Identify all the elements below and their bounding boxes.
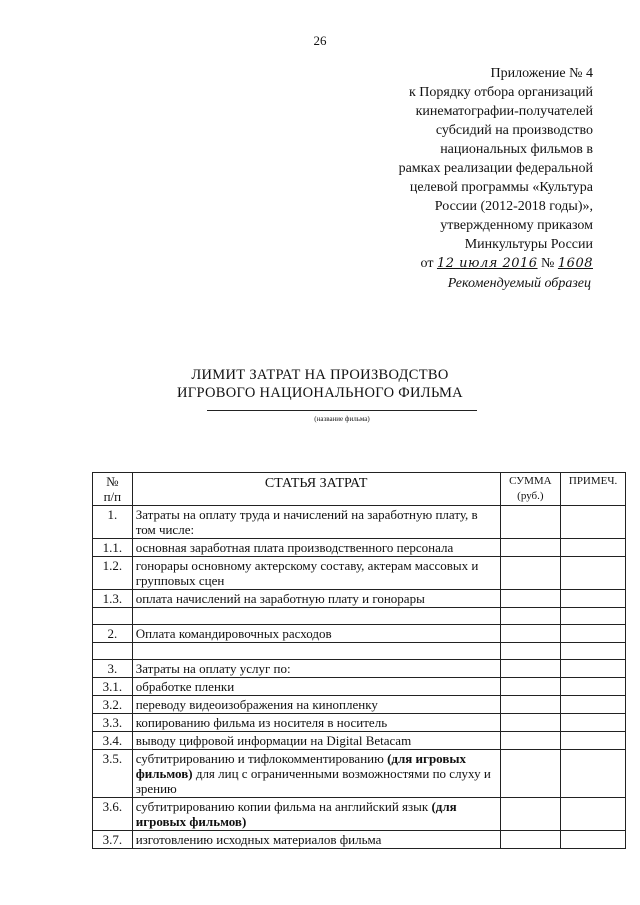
row-sum bbox=[500, 798, 561, 831]
appendix-line: утвержденному приказом bbox=[440, 218, 593, 233]
row-num: 1.1. bbox=[93, 539, 133, 557]
row-item: копированию фильма из носителя в носитель bbox=[132, 714, 500, 732]
row-item: Оплата командировочных расходов bbox=[132, 625, 500, 643]
row-note bbox=[561, 732, 626, 750]
order-date-row bbox=[333, 254, 593, 273]
row-note bbox=[561, 625, 626, 643]
appendix-line: Приложение № 4 bbox=[490, 66, 593, 81]
row-num: 3.4. bbox=[93, 732, 133, 750]
table-row bbox=[93, 506, 626, 539]
header-sum-line1: СУММА bbox=[509, 475, 552, 487]
row-note bbox=[561, 590, 626, 608]
row-note bbox=[561, 678, 626, 696]
row-note bbox=[561, 660, 626, 678]
row-sum bbox=[500, 750, 561, 798]
row-sum bbox=[500, 539, 561, 557]
header-num-line2: п/п bbox=[103, 489, 122, 504]
row-num: 3. bbox=[93, 660, 133, 678]
appendix-line: целевой программы «Культура bbox=[409, 180, 593, 195]
row-item bbox=[132, 798, 500, 831]
table-row bbox=[93, 557, 626, 590]
header-num-line1: № bbox=[106, 474, 119, 489]
row-num: 3.6. bbox=[93, 798, 133, 831]
table-row bbox=[93, 696, 626, 714]
row-sum bbox=[500, 660, 561, 678]
row-sum bbox=[500, 625, 561, 643]
row-item: гонорары основному актерскому составу, актерам массовых и групповых сцен bbox=[132, 557, 500, 590]
appendix-line: Минкультуры России bbox=[464, 237, 593, 252]
appendix-line: кинематографии-получателей bbox=[415, 104, 593, 119]
item-bold-note: (для игровых фильмов) bbox=[135, 799, 457, 829]
row-sum bbox=[500, 557, 561, 590]
row-item: Затраты на оплату услуг по: bbox=[132, 660, 500, 678]
appendix-line: рамках реализации федеральной bbox=[398, 161, 593, 176]
table-row bbox=[93, 678, 626, 696]
row-item: изготовлению исходных материалов фильма bbox=[132, 831, 500, 849]
row-item: оплата начислений на заработную плату и гонорары bbox=[132, 590, 500, 608]
row-num: 1. bbox=[93, 506, 133, 539]
row-item: обработке пленки bbox=[132, 678, 500, 696]
row-item: Затраты на оплату труда и начислений на заработную плату, в том числе: bbox=[132, 506, 500, 539]
item-text: субтитрированию и тифлокомментированию bbox=[135, 751, 388, 766]
row-sum bbox=[500, 732, 561, 750]
table-row bbox=[93, 714, 626, 732]
header-item: СТАТЬЯ ЗАТРАТ bbox=[132, 473, 500, 506]
item-text: субтитрированию копии фильма на английский язык bbox=[135, 799, 432, 814]
cost-table bbox=[92, 472, 626, 849]
recommended-sample-label: Рекомендуемый образец bbox=[447, 276, 591, 291]
row-num: 3.3. bbox=[93, 714, 133, 732]
row-note bbox=[561, 714, 626, 732]
appendix-line: национальных фильмов в bbox=[440, 142, 593, 157]
table-row bbox=[93, 750, 626, 798]
table-row bbox=[93, 732, 626, 750]
empty-row bbox=[93, 608, 626, 625]
row-note bbox=[561, 506, 626, 539]
item-text: для лиц с ограниченными возможностями по слуху и зрению bbox=[135, 766, 491, 796]
row-item bbox=[132, 750, 500, 798]
item-bold-note: (для игровых фильмов) bbox=[135, 751, 467, 781]
row-num: 3.2. bbox=[93, 696, 133, 714]
table-row bbox=[93, 539, 626, 557]
row-item: основная заработная плата производственного персонала bbox=[132, 539, 500, 557]
row-sum bbox=[500, 714, 561, 732]
appendix-line: субсидий на производство bbox=[435, 123, 593, 138]
appendix-line: России (2012-2018 годы)», bbox=[434, 199, 593, 214]
date-prefix: от bbox=[420, 256, 434, 271]
document-title bbox=[0, 366, 640, 402]
row-sum bbox=[500, 506, 561, 539]
row-note bbox=[561, 539, 626, 557]
table-header-row bbox=[93, 473, 626, 506]
row-sum bbox=[500, 696, 561, 714]
film-name-line bbox=[207, 410, 477, 411]
row-num: 1.3. bbox=[93, 590, 133, 608]
row-num: 3.7. bbox=[93, 831, 133, 849]
row-sum bbox=[500, 678, 561, 696]
row-note bbox=[561, 831, 626, 849]
row-item: выводу цифровой информации на Digital Betacam bbox=[132, 732, 500, 750]
row-sum bbox=[500, 831, 561, 849]
appendix-header bbox=[333, 64, 593, 273]
row-note bbox=[561, 798, 626, 831]
page-number: 26 bbox=[313, 33, 327, 48]
handwritten-date: 12 июля 2016 bbox=[436, 256, 538, 271]
title-line-2: ИГРОВОГО НАЦИОНАЛЬНОГО ФИЛЬМА bbox=[177, 385, 463, 401]
row-note bbox=[561, 557, 626, 590]
header-note: ПРИМЕЧ. bbox=[561, 473, 626, 506]
table-row bbox=[93, 831, 626, 849]
row-note bbox=[561, 750, 626, 798]
table-row bbox=[93, 798, 626, 831]
film-name-caption: (название фильма) bbox=[314, 415, 370, 423]
empty-row bbox=[93, 643, 626, 660]
row-num: 3.1. bbox=[93, 678, 133, 696]
header-sum bbox=[500, 473, 561, 506]
title-line-1: ЛИМИТ ЗАТРАТ НА ПРОИЗВОДСТВО bbox=[191, 367, 449, 383]
table-row bbox=[93, 660, 626, 678]
row-item: переводу видеоизображения на кинопленку bbox=[132, 696, 500, 714]
handwritten-number: 1608 bbox=[557, 256, 593, 271]
header-sum-line2: (руб.) bbox=[517, 490, 544, 502]
number-sign: № bbox=[541, 256, 555, 271]
row-num: 1.2. bbox=[93, 557, 133, 590]
table-row bbox=[93, 625, 626, 643]
row-num: 3.5. bbox=[93, 750, 133, 798]
row-num: 2. bbox=[93, 625, 133, 643]
row-note bbox=[561, 696, 626, 714]
header-num bbox=[93, 473, 133, 506]
appendix-line: к Порядку отбора организаций bbox=[408, 85, 593, 100]
table-row bbox=[93, 590, 626, 608]
row-sum bbox=[500, 590, 561, 608]
